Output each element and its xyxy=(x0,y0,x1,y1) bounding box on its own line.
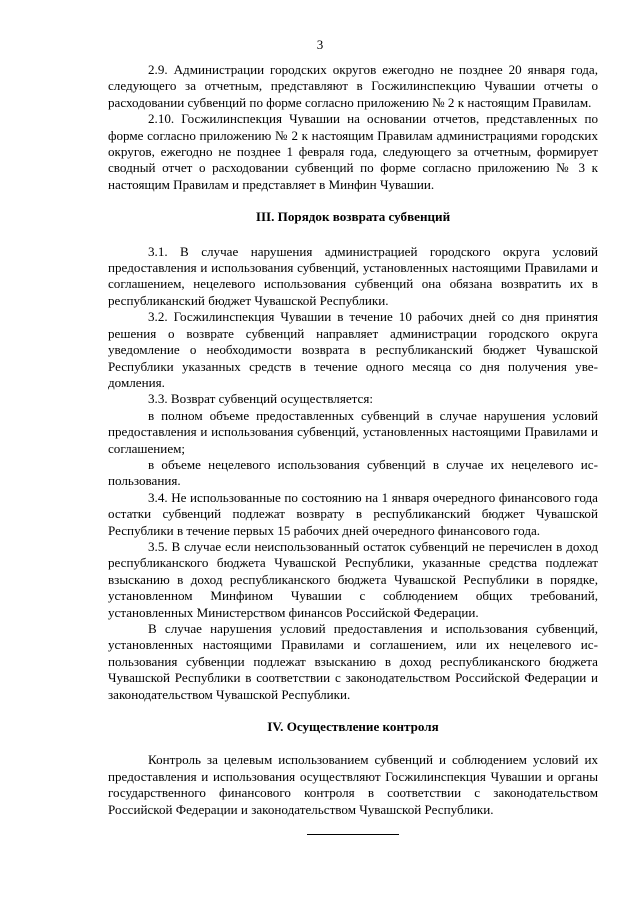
paragraph-3-2: 3.2. Госжилинспекция Чувашии в течение 10 рабочих дней со дня принятия решения о возврате субвенций направляет администрации городского округа уведомление о необходимости возврата в республиканский бюджет Чувашской Республики указанных средств в течение одного месяца со дня получения уведомления. xyxy=(108,309,598,390)
paragraph-3-1: 3.1. В случае нарушения администрацией городского округа условий предоставления и использования субвенций, установленных настоящими Правилами и соглашением, нецелевого использования субвенций она обязана возвратить их в республиканский бюджет Чувашской Республики. xyxy=(108,243,598,308)
paragraph-3-4: 3.4. Не использованные по состоянию на 1 января очередного финансового года остатки субвенций подлежат возврату в республиканский бюджет Чувашской Республики в течение первых 15 рабочих дней очередного финансового года. xyxy=(108,489,598,538)
section-4-heading: IV. Осуществление контроля xyxy=(267,719,439,735)
paragraph-2-9: 2.9. Администрации городских округов ежегодно не позднее 20 января года, следующего за отчетным, представляют в Госжилинспекцию Чувашии отчеты о расходовании субвенций по форме согласно приложению № 2 к настоящим Правилам. xyxy=(108,62,598,110)
page-number: 3 xyxy=(316,37,324,52)
paragraph-3-3-item-1: в полном объеме предоставленных субвенций в случае нарушения условий предоставления и использования субвенций, установленных настоящими Правилами и соглашением; xyxy=(108,407,598,456)
section-3-heading: III. Порядок возврата субвенций xyxy=(255,209,451,225)
paragraph-3-5: 3.5. В случае если неиспользованный остаток субвенций не перечислен в доход республиканского бюджета Чувашской Республики, указанные средства подлежат взысканию в доход республиканского бюджета Чувашской Республики в порядке, установленном Минфином Чувашии с соблюдением общих требований, установленных Министерством финансов Российской Федерации. xyxy=(108,538,598,620)
paragraph-3-3: 3.3. Возврат субвенций осуществляется: xyxy=(148,391,374,407)
paragraph-3-5-continued: В случае нарушения условий предоставления и использования субвенций, установленных настоящими Правилами и соглашением, или их нецелевого использования субвенции подлежат взысканию в доход республиканского бюджета Чувашской Республики в соответствии с законодательством Российской Федерации и законодательством Чувашской Республики. xyxy=(108,621,598,702)
end-separator-line xyxy=(307,834,399,835)
paragraph-4-1: Контроль за целевым использованием субвенций и соблюдением условий их предоставления и использования осуществляют Госжилинспекция Чувашии и органы государственного финансового контроля в соответствии с законодательством Российской Федерации и законодательством Чувашской Республики. xyxy=(108,752,598,817)
document-body xyxy=(108,62,598,835)
paragraph-3-3-item-2: в объеме нецелевого использования субвенций в случае их нецелевого использования. xyxy=(108,456,598,489)
paragraph-2-10: 2.10. Госжилинспекция Чувашии на основании отчетов, представленных по форме согласно приложению № 2 к настоящим Правилам администрациями городских округов, ежегодно не позднее 1 февраля года, следующего за отчетным, формирует сводный отчет о расходовании субвенций по форме согласно приложению № 3 к настоящим Правилам и представляет в Минфин Чувашии. xyxy=(108,111,598,192)
